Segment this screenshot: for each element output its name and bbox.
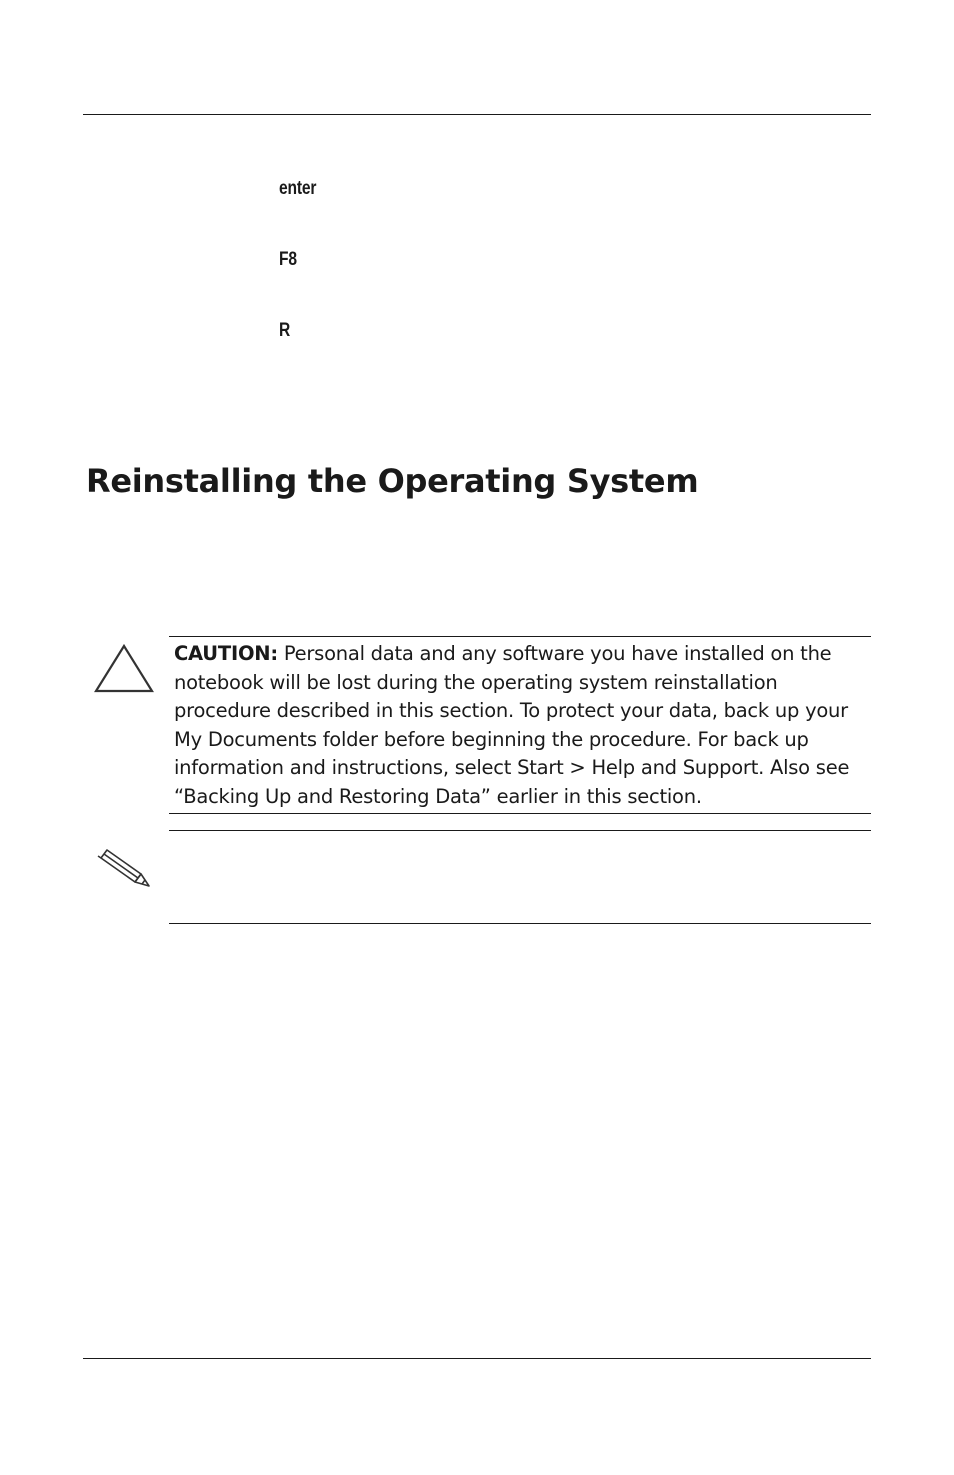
caution-top-rule bbox=[169, 636, 871, 637]
note-top-rule bbox=[169, 830, 871, 831]
key-r: R bbox=[279, 320, 291, 341]
note-bottom-rule bbox=[169, 923, 871, 924]
footer-rule bbox=[83, 1358, 871, 1359]
caution-bottom-rule bbox=[169, 813, 871, 814]
pencil-icon bbox=[95, 846, 153, 890]
caution-body: Personal data and any software you have installed on the notebook will be lost during the operating system reinstallation procedure described in this section. To protect your data, back up your My Documents folder before beginning the procedure. For back up information and instructions, select Start > Help and Support. Also see “Backing Up and Restoring Data” earlier in this section. bbox=[174, 642, 850, 808]
warning-triangle-icon bbox=[93, 643, 155, 695]
caution-label: CAUTION: bbox=[174, 642, 278, 665]
caution-paragraph bbox=[174, 640, 874, 812]
key-enter: enter bbox=[279, 178, 317, 199]
key-f8: F8 bbox=[279, 249, 297, 270]
header-rule bbox=[83, 114, 871, 115]
section-heading: Reinstalling the Operating System bbox=[86, 462, 699, 500]
